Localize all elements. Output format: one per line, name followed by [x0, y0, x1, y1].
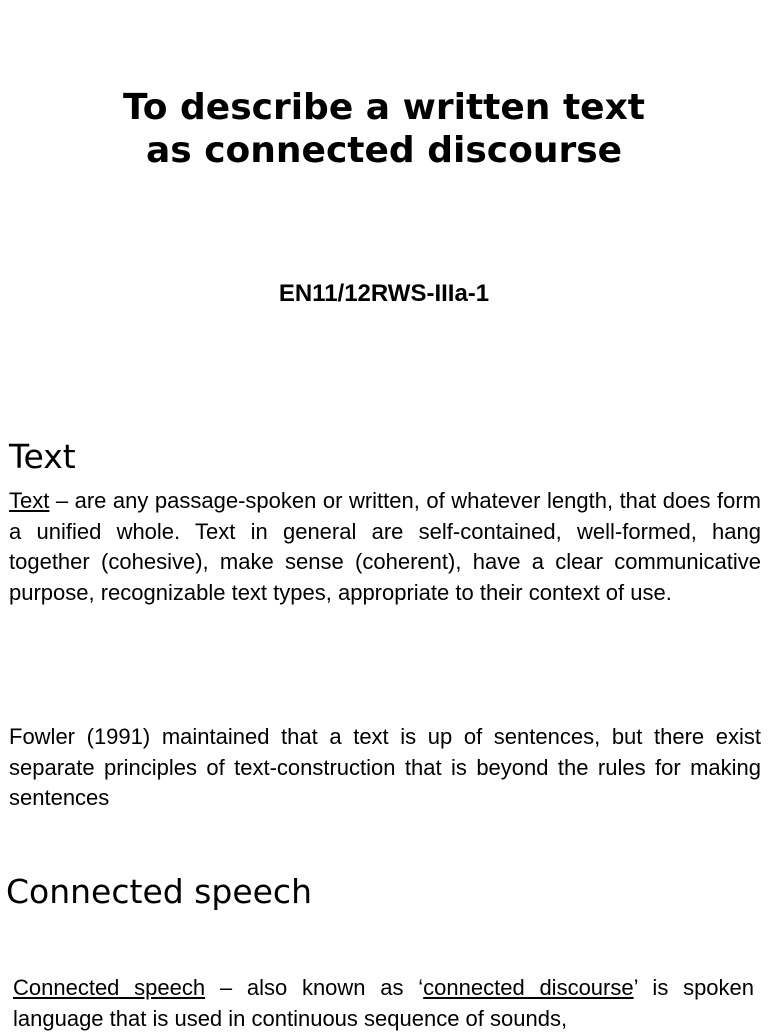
term-connected-discourse: connected discourse: [423, 975, 634, 1000]
section-heading-text: Text: [9, 437, 76, 476]
title-line-1: To describe a written text: [122, 87, 646, 128]
title-line-2: as connected discourse: [145, 130, 623, 171]
section-heading-connected-speech: Connected speech: [6, 872, 312, 911]
text-definition: – are any passage-spoken or written, of whatever length, that does form a unified whole. Text in general are self-contained, well-formed, hang together (cohesive), make sense (coherent), have a clear communicative purpose, recognizable text types, appropriate to their context of use.: [9, 488, 761, 605]
connected-speech-rest: ’ is spoken language that is used in continuous sequence of sounds,: [13, 975, 755, 1031]
term-text: Text: [9, 488, 50, 513]
text-definition-paragraph: [9, 486, 761, 608]
fowler-paragraph: Fowler (1991) maintained that a text is up of sentences, but there exist separate principles of text-construction that is beyond the rules for making sentences: [9, 724, 761, 810]
connected-speech-paragraph: [13, 973, 754, 1034]
curriculum-code: EN11/12RWS-IIIa-1: [278, 280, 490, 307]
connected-speech-mid: – also known as ‘: [205, 975, 424, 1000]
term-connected-speech: Connected speech: [13, 975, 206, 1000]
slide-title: [0, 86, 768, 172]
